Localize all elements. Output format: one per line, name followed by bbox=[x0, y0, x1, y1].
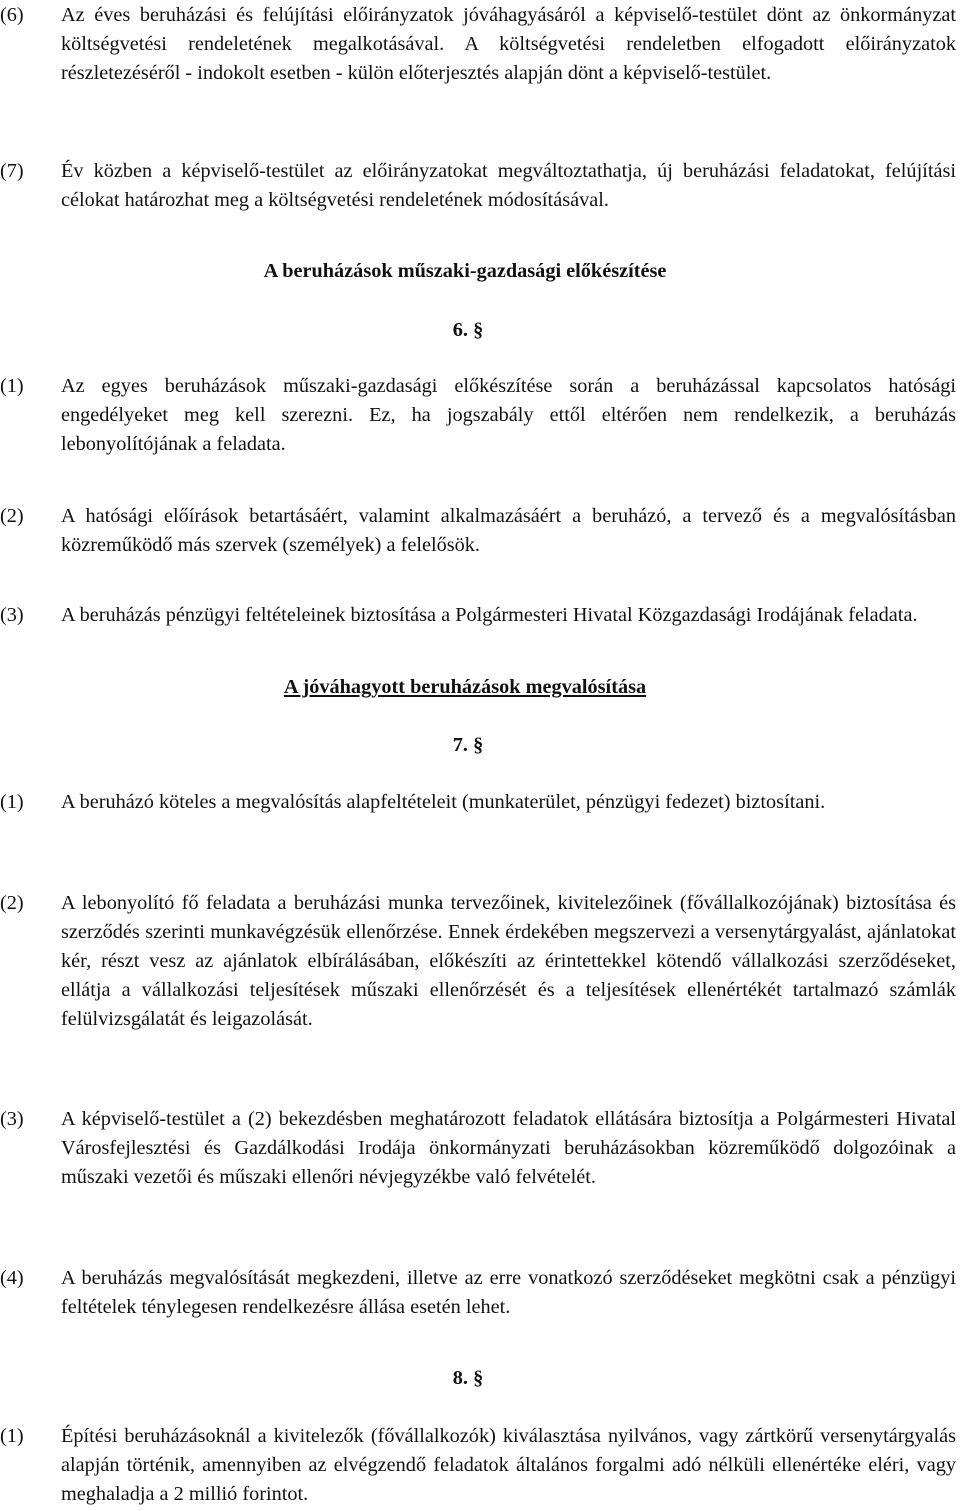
paragraph-number: (2) bbox=[0, 892, 24, 914]
paragraph-text: A beruházó köteles a megvalósítás alapfeltételeit (munkaterület, pénzügyi fedezet) biztosítani. bbox=[61, 791, 826, 813]
paragraph-text: A beruházás pénzügyi feltételeinek biztosítása a Polgármesteri Hivatal Közgazdasági Irodájának feladata. bbox=[61, 604, 918, 626]
paragraph-8-1 bbox=[0, 1422, 956, 1509]
paragraph-text: Év közben a képviselő-testület az előirányzatokat megváltoztathatja, új beruházási feladatokat, felújítási célokat határozhat meg a költségvetési rendeletének módosításával. bbox=[61, 160, 956, 211]
paragraph-text: Építési beruházásoknál a kivitelezők (fővállalkozók) kiválasztása nyilvános, vagy zártkörű versenytárgyalás alapján történik, amennyiben az elvégzendő feladatok általános forgalmi adó nélküli ellenértéke eléri, vagy meghaladja a 2 millió forintot. bbox=[61, 1425, 956, 1505]
paragraph-6 bbox=[0, 1, 956, 88]
paragraph-7 bbox=[0, 157, 956, 215]
paragraph-7-4 bbox=[0, 1264, 956, 1322]
paragraph-number: (3) bbox=[0, 604, 24, 626]
paragraph-7-3 bbox=[0, 1105, 956, 1192]
paragraph-number: (3) bbox=[0, 1108, 24, 1130]
paragraph-number: (6) bbox=[0, 4, 24, 26]
paragraph-number: (7) bbox=[0, 160, 24, 182]
section-7: 7. § bbox=[452, 734, 484, 756]
paragraph-text: Az éves beruházási és felújítási előirányzatok jóváhagyásáról a képviselő-testület dönt az önkormányzat költségvetési rendeletének megalkotásával. A költségvetési rendeletben elfogadott előirányzatok részletezéséről - indokolt esetben - külön előterjesztés alapján dönt a képviselő-testület. bbox=[61, 4, 956, 84]
paragraph-6-2 bbox=[0, 502, 956, 560]
heading-implementation-text: A jóváhagyott beruházások megvalósítása bbox=[283, 676, 647, 698]
paragraph-6-1 bbox=[0, 372, 956, 459]
paragraph-text: A lebonyolító fő feladata a beruházási munka tervezőinek, kivitelezőinek (fővállalkozójának) biztosítása és szerződés szerinti munkavégzésük ellenőrzése. Ennek érdekében megszervezi a versenytárgyalást, ajánlatokat kér, részt vesz az ajánlatok elbírálásában, előkészíti az érintettekkel kötendő vállalkozási szerződéseket, ellátja a vállalkozási teljesítések műszaki ellenőrzését és a teljesítések ellenértékét tartalmazó számlák felülvizsgálatát és leigazolását. bbox=[61, 892, 956, 1030]
paragraph-number: (4) bbox=[0, 1267, 24, 1289]
section-6: 6. § bbox=[452, 319, 484, 341]
paragraph-text: Az egyes beruházások műszaki-gazdasági előkészítése során a beruházással kapcsolatos hatósági engedélyeket meg kell szerezni. Ez, ha jogszabály ettől eltérően nem rendelkezik, a beruházás lebonyolítójának a feladata. bbox=[61, 375, 956, 455]
heading-implementation bbox=[0, 673, 930, 702]
paragraph-6-3 bbox=[0, 601, 956, 630]
paragraph-number: (2) bbox=[0, 505, 24, 527]
heading-preparation: A beruházások műszaki-gazdasági előkészítése bbox=[263, 260, 667, 282]
paragraph-text: A képviselő-testület a (2) bekezdésben meghatározott feladatok ellátására biztosítja a Polgármesteri Hivatal Városfejlesztési és Gazdálkodási Irodája önkormányzati beruházásokban közreműködő dolgozóinak a műszaki vezetői és műszaki ellenőri névjegyzékbe való felvételét. bbox=[61, 1108, 956, 1188]
paragraph-7-2 bbox=[0, 889, 956, 1034]
paragraph-7-1 bbox=[0, 788, 956, 817]
paragraph-number: (1) bbox=[0, 1425, 24, 1447]
section-8: 8. § bbox=[452, 1367, 484, 1389]
paragraph-text: A beruházás megvalósítását megkezdeni, illetve az erre vonatkozó szerződéseket megkötni csak a pénzügyi feltételek ténylegesen rendelkezésre állása esetén lehet. bbox=[61, 1267, 956, 1318]
paragraph-number: (1) bbox=[0, 375, 24, 397]
paragraph-text: A hatósági előírások betartásáért, valamint alkalmazásáért a beruházó, a tervező és a megvalósításban közreműködő más szervek (személyek) a felelősök. bbox=[61, 505, 956, 556]
paragraph-number: (1) bbox=[0, 791, 24, 813]
